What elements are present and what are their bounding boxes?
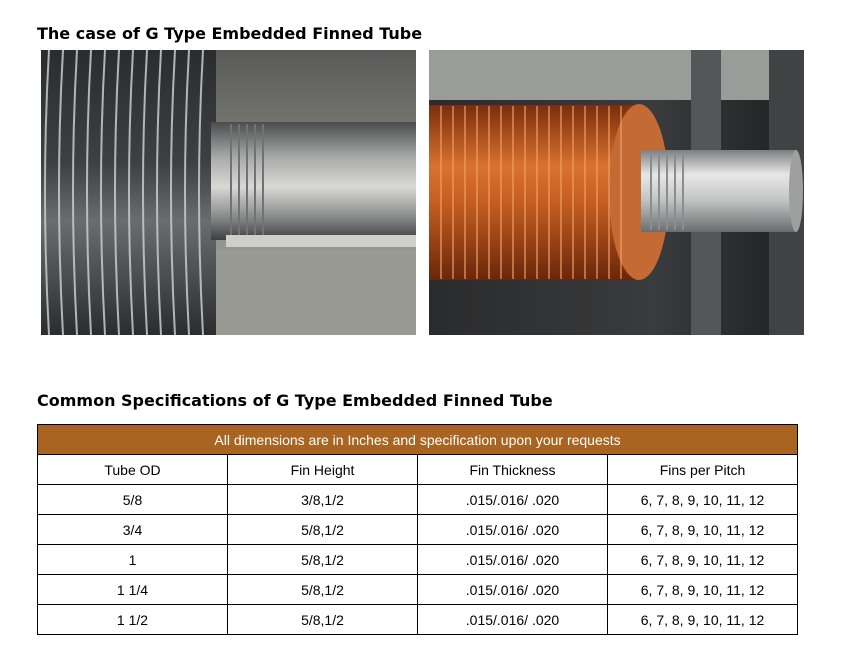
cell-fin-height: 5/8,1/2: [228, 545, 418, 575]
cell-tube-od: 3/4: [38, 515, 228, 545]
cell-fin-height: 3/8,1/2: [228, 485, 418, 515]
table-row: [38, 605, 798, 635]
section-title-case: The case of G Type Embedded Finned Tube: [37, 24, 423, 43]
header-tube-od: Tube OD: [38, 455, 228, 485]
steel-finned-tube-photo: [41, 50, 416, 335]
cell-fins-per-pitch: 6, 7, 8, 9, 10, 11, 12: [608, 605, 798, 635]
cell-fin-thickness: .015/.016/ .020: [418, 515, 608, 545]
table-row: [38, 545, 798, 575]
cell-fin-thickness: .015/.016/ .020: [418, 575, 608, 605]
cell-tube-od: 1: [38, 545, 228, 575]
cell-fins-per-pitch: 6, 7, 8, 9, 10, 11, 12: [608, 515, 798, 545]
cell-fins-per-pitch: 6, 7, 8, 9, 10, 11, 12: [608, 545, 798, 575]
cell-fins-per-pitch: 6, 7, 8, 9, 10, 11, 12: [608, 485, 798, 515]
cell-fins-per-pitch: 6, 7, 8, 9, 10, 11, 12: [608, 575, 798, 605]
table-header-row: [38, 455, 798, 485]
table-row: [38, 515, 798, 545]
table-caption: All dimensions are in Inches and specification upon your requests: [38, 425, 798, 455]
copper-finned-tube-photo: [429, 50, 804, 335]
header-fin-thickness: Fin Thickness: [418, 455, 608, 485]
cell-tube-od: 5/8: [38, 485, 228, 515]
cell-fin-thickness: .015/.016/ .020: [418, 605, 608, 635]
table-row: [38, 575, 798, 605]
cell-fin-height: 5/8,1/2: [228, 605, 418, 635]
header-fins-per-pitch: Fins per Pitch: [608, 455, 798, 485]
cell-fin-thickness: .015/.016/ .020: [418, 485, 608, 515]
cell-fin-height: 5/8,1/2: [228, 575, 418, 605]
table-row: [38, 485, 798, 515]
cell-fin-thickness: .015/.016/ .020: [418, 545, 608, 575]
section-title-specifications: Common Specifications of G Type Embedded Finned Tube: [37, 391, 553, 410]
cell-tube-od: 1 1/2: [38, 605, 228, 635]
specifications-table: [37, 424, 798, 635]
cell-tube-od: 1 1/4: [38, 575, 228, 605]
cell-fin-height: 5/8,1/2: [228, 515, 418, 545]
header-fin-height: Fin Height: [228, 455, 418, 485]
